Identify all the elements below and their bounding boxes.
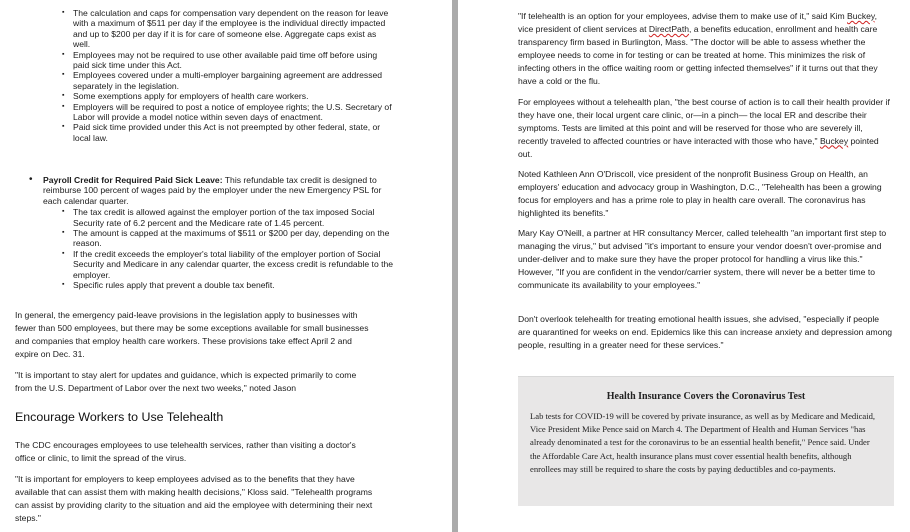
- misspelled-company: DirectPath: [648, 23, 689, 34]
- payroll-credit-section: [20, 175, 400, 290]
- payroll-credit-sub-list: [62, 207, 394, 290]
- sidebar-body: Lab tests for COVID-19 will be covered by private insurance, as well as by Medicare and Medicaid, Vice President Mike Pence said on March 4. The Department of Health and Human Services "has already denominated a test for the coronavirus to be an essential health benefit," Pence said. Under the Affordable Care Act, health insurance plans must cover essential health benefits, although enrollees may still be required to share the costs by paying deductibles and co-payments.: [530, 411, 876, 474]
- paragraph-cdc: The CDC encourages employees to use telehealth services, rather than visiting a doctor's office or clinic, to limit the spread of the virus.: [15, 440, 356, 463]
- paragraph-odriscoll: Noted Kathleen Ann O'Driscoll, vice president of the nonprofit Business Group on Health, an employers' education and advocacy group in Washington, D.C., "Telehealth has been a growing focus for employers and has a prime role to play in health care overall. The coronavirus has highlighted its benefits.": [518, 169, 882, 218]
- paragraph-alert: "It is important to stay alert for updates and guidance, which is expected primarily to come from the U.S. Department of Labor over the next two weeks," noted Jason: [15, 370, 357, 393]
- list-item: ▪ Some exemptions apply for employers of health care workers.: [62, 91, 392, 101]
- list-item: ▪ Employers will be required to post a notice of employee rights; the U.S. Secretary of Labor will provide a model notice within seven days of enactment.: [62, 102, 392, 123]
- paragraph-oneill: Mary Kay O'Neill, a partner at HR consultancy Mercer, called telehealth "an important first step to managing the virus," but advised "it's important to ensure your vendor doesn't over-promise and under-deliver and to make sure they have the proper protocol for handling a virus like this." However, "If you are confident in the vendor/carrier system, there will never be a better time to communicate its availability to your employees.": [518, 228, 887, 290]
- sidebar-title: Health Insurance Covers the Coronavirus Test: [606, 391, 806, 402]
- list-item: ▪ Paid sick time provided under this Act is not preempted by other federal, state, or local law.: [62, 122, 392, 143]
- list-item: ▪ The tax credit is allowed against the employer portion of the tax imposed Social Security rate of 6.2 percent and the Medicare rate of 1.45 percent.: [62, 207, 394, 228]
- paragraph-emotional-health: Don't overlook telehealth for treating emotional health issues, she advised, "especially if people are quarantined for weeks on end. Epidemics like this can increase anxiety and depression among people, resulting in a greater need for these services.": [518, 314, 893, 350]
- list-item: ▪ The amount is capped at the maximums of $511 or $200 per day, depending on the reason.: [62, 228, 394, 249]
- misspelled-name: Buckey: [819, 135, 849, 146]
- payroll-credit-title: Payroll Credit for Required Paid Sick Leave:: [43, 175, 223, 185]
- sidebar-box: [518, 376, 894, 506]
- left-page: [0, 0, 452, 532]
- leave-details-list: [62, 8, 392, 143]
- list-item: ▪ Employees may not be required to use other available paid time off before using paid sick time under this Act.: [62, 50, 392, 71]
- payroll-credit-text: This refundable tax credit is designed to reimburse 100 percent of wages paid by the employer under the new Emergency PSL for each calendar quarter.: [43, 175, 382, 206]
- payroll-credit-bullet: [20, 175, 400, 206]
- list-item: ▪ The calculation and caps for compensation vary dependent on the reason for leave with a maximum of $511 per day if the employee is the individual directly impacted and up to $200 per day if it is for care of someone else. Aggregate caps exist as well.: [62, 8, 392, 50]
- paragraph-buckey: "If telehealth is an option for your employees, advise them to make use of it," said Kim Buckey, vice president of client services at DirectPath, a benefits education, enrollment and health care transparency firm based in Burlington, Mass. "The doctor will be able to assess whether the employee needs to come in for testing or can be treated at home. This minimizes the risk of infecting others in the office waiting room or getting infected themselves" if it turns out that they have a cold or the flu.: [518, 11, 878, 86]
- right-page: [458, 0, 910, 532]
- section-heading: Encourage Workers to Use Telehealth: [15, 410, 224, 424]
- list-item: ▪ If the credit exceeds the employer's total liability of the employer portion of Social Security and Medicare in any calendar quarter, the excess credit is refundable to the employer.: [62, 249, 394, 280]
- list-item: ▪ Employees covered under a multi-employer bargaining agreement are addressed separately in the legislation.: [62, 70, 392, 91]
- paragraph-health-provider: For employees without a telehealth plan, "the best course of action is to call their health provider if they have one, their local urgent care clinic, or—in a pinch— the local ER and describe their symptoms. Tests are limited at this point and will be reserved for those who are severely ill, recently traveled to affected countries or have interacted with those who have," Buckey pointed out.: [518, 97, 890, 159]
- paragraph-kloss: "It is important for employers to keep employees advised as to the benefits that they have available that can assist them with making health decisions," Kloss said. "Telehealth programs can assist by providing clarity to the situation and aid the employee with determining their next steps.": [15, 474, 373, 523]
- list-item: ▪ Specific rules apply that prevent a double tax benefit.: [62, 280, 394, 290]
- paragraph-general: In general, the emergency paid-leave provisions in the legislation apply to businesses with fewer than 500 employees, but there may be some exceptions available for small businesses and companies that employ health care workers. These provisions take effect April 2 and expire on Dec. 31.: [15, 310, 369, 359]
- misspelled-name: Buckey: [847, 11, 875, 21]
